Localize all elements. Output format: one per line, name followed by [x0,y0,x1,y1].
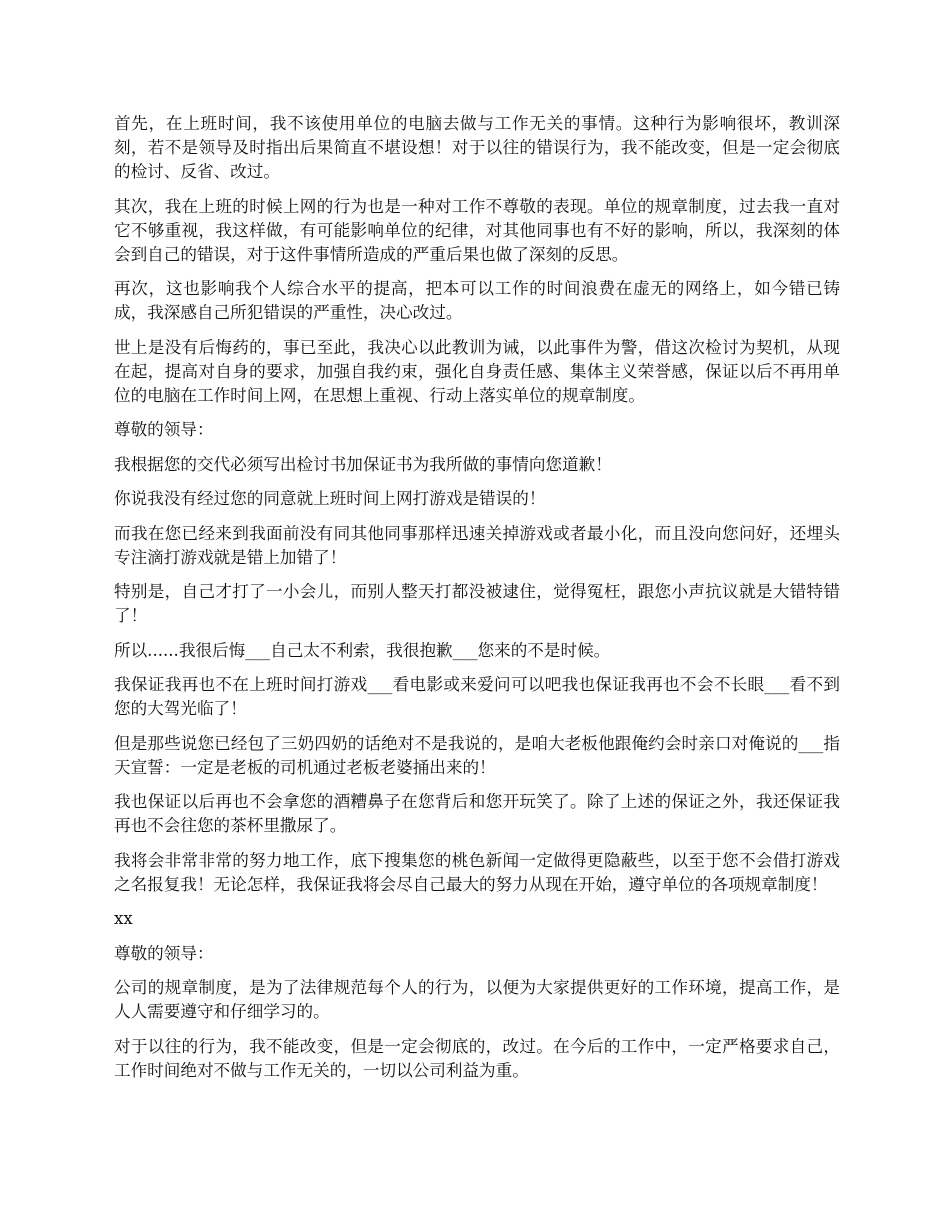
paragraph-14: 我将会非常非常的努力地工作，底下搜集您的桃色新闻一定做得更隐蔽些，以至于您不会借打游戏之名报复我！无论怎样，我保证我将会尽自己最大的努力从现在开始，遵守单位的各项规章制度！ [114,850,840,894]
salutation-1: 尊敬的领导： [114,420,214,439]
paragraph-12: 但是那些说您已经包了三奶四奶的话绝对不是我说的，是咱大老板他跟俺约会时亲口对俺说的___指天宣誓：一定是老板的司机通过老板老婆捅出来的！ [114,733,840,777]
salutation-2: 尊敬的领导： [114,943,214,963]
paragraph-7: 你说我没有经过您的同意就上班时间上网打游戏是错误的！ [114,489,546,508]
paragraph-17: 公司的规章制度，是为了法律规范每个人的行为，以便为大家提供更好的工作环境，提高工作，是人人需要遵守和仔细学习的。 [114,978,840,1021]
document-body [114,112,840,1093]
paragraph-1: 首先，在上班时间，我不该使用单位的电脑去做与工作无关的事情。这种行为影响很坏，教训深刻，若不是领导及时指出后果简直不堪设想！对于以往的错误行为，我不能改变，但是一定会彻底的检讨、反省、改过。 [114,114,840,181]
paragraph-2: 其次，我在上班的时候上网的行为也是一种对工作不尊敬的表现。单位的规章制度，过去我一直对它不够重视，我这样做，有可能影响单位的纪律，对其他同事也有不好的影响，所以，我深刻的体会到自己的错误，对于这件事情所造成的严重后果也做了深刻的反思。 [114,196,840,264]
paragraph-13: 我也保证以后再也不会拿您的酒糟鼻子在您背后和您开玩笑了。除了上述的保证之外，我还保证我再也不会往您的茶杯里撒尿了。 [114,792,840,835]
paragraph-6: 我根据您的交代必须写出检讨书加保证书为我所做的事情向您道歉！ [114,454,612,474]
paragraph-3: 再次，这也影响我个人综合水平的提高，把本可以工作的时间浪费在虚无的网络上，如今错已铸成，我深感自己所犯错误的严重性，决心改过。 [114,279,840,322]
paragraph-10: 所以......我很后悔___自己太不利索，我很抱歉___您来的不是时候。 [114,640,611,660]
paragraph-11: 我保证我再也不在上班时间打游戏___看电影或来爱问可以吧我也保证我再也不会不长眼___看不到您的大驾光临了！ [114,675,840,718]
paragraph-8: 而我在您已经来到我面前没有同其他同事那样迅速关掉游戏或者最小化，而且没向您问好，还埋头专注滴打游戏就是错上加错了！ [114,523,840,567]
signature: xx [114,909,133,928]
paragraph-4: 世上是没有后悔药的，事已至此，我决心以此教训为诫，以此事件为警，借这次检讨为契机，从现在起，提高对自身的要求，加强自我约束，强化自身责任感、集体主义荣誉感，保证以后不再用单位的电脑在工作时间上网，在思想上重视、行动上落实单位的规章制度。 [114,337,840,405]
paragraph-9: 特别是，自己才打了一小会儿，而别人整天打都没被逮住，觉得冤枉，跟您小声抗议就是大错特错了！ [114,582,840,625]
paragraph-18: 对于以往的行为，我不能改变，但是一定会彻底的，改过。在今后的工作中，一定严格要求自己，工作时间绝对不做与工作无关的，一切以公司利益为重。 [114,1036,840,1080]
